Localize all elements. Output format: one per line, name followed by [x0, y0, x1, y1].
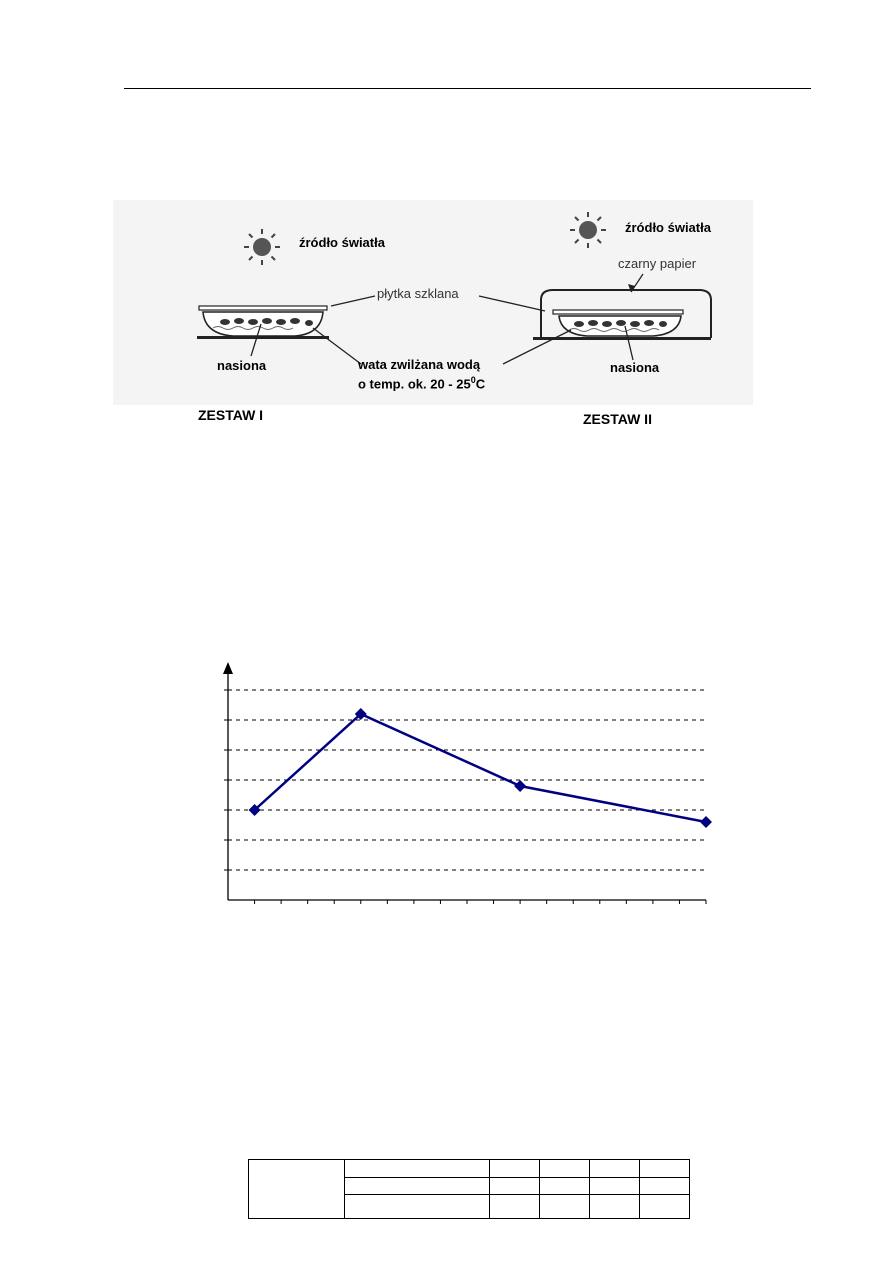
cotton-label-line1: wata zwilżana wodą [358, 357, 481, 372]
series-line [255, 714, 706, 822]
y-axis-arrow [223, 662, 233, 674]
line-chart [200, 660, 720, 915]
table-cell [345, 1160, 490, 1178]
light-source-label-left: źródło światła [299, 235, 385, 250]
glass-plate-right [553, 310, 683, 314]
glass-plate-left [199, 306, 327, 310]
table-cell [345, 1195, 490, 1219]
table-cell [540, 1178, 590, 1195]
table-cell [590, 1178, 640, 1195]
data-table [248, 1159, 690, 1219]
table-cell [540, 1160, 590, 1178]
experiment-figure [113, 200, 753, 440]
seeds-label-left: nasiona [217, 358, 267, 373]
table-cell [590, 1195, 640, 1219]
table-cell [490, 1178, 540, 1195]
table-cell [490, 1160, 540, 1178]
base-right [533, 337, 711, 340]
table-cell [640, 1195, 690, 1219]
table-cell [249, 1160, 345, 1219]
seeds-label-right: nasiona [610, 360, 660, 375]
table-cell [345, 1178, 490, 1195]
header-rule [124, 88, 811, 89]
data-point [514, 780, 526, 792]
chart-axes [223, 662, 706, 904]
set-one-title: ZESTAW I [198, 407, 264, 423]
black-paper-label: czarny papier [618, 256, 697, 271]
table-cell [590, 1160, 640, 1178]
light-source-label-right: źródło światła [625, 220, 711, 235]
chart-grid [228, 690, 706, 870]
glass-plate-label: płytka szklana [377, 286, 459, 301]
set-two-title: ZESTAW II [583, 411, 652, 427]
table-cell [640, 1178, 690, 1195]
table-cell [640, 1160, 690, 1178]
data-point [700, 816, 712, 828]
dish-left [203, 312, 323, 336]
base-left [197, 336, 329, 339]
cotton-label-line2: o temp. ok. $20 - 25^0C$ [358, 375, 486, 392]
table-cell [490, 1195, 540, 1219]
table-cell [540, 1195, 590, 1219]
